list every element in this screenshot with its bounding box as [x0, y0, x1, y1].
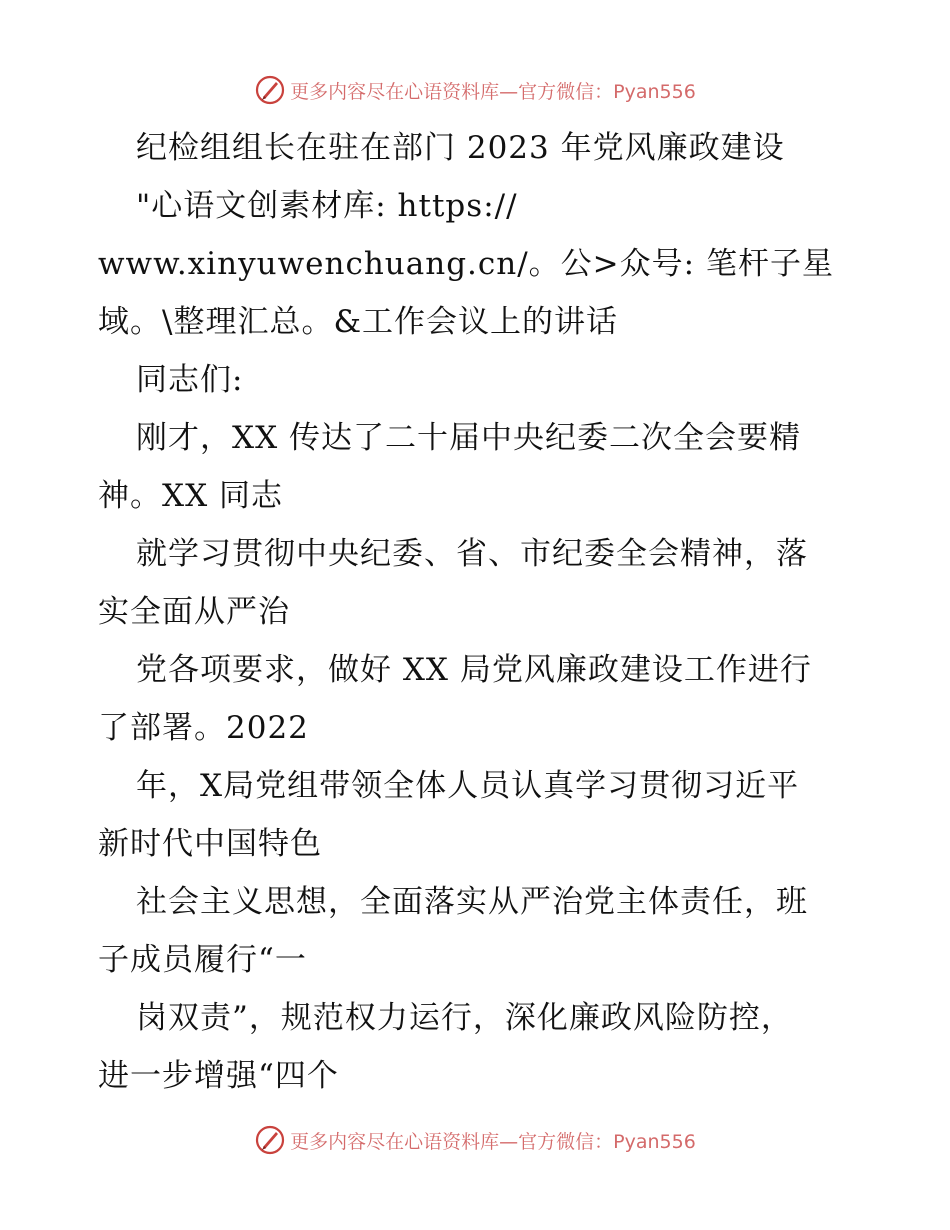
paragraph-line: 神。XX 同志: [98, 478, 283, 514]
paragraph-line: 实全面从严治: [98, 594, 290, 630]
paragraph-line: 社会主义思想，全面落实从严治党主体责任，班: [136, 884, 808, 920]
document-body: [98, 119, 858, 1105]
title-line-3: www.xinyuwenchuang.cn/。公>众号: 笔杆子星: [98, 246, 834, 282]
paragraph-line: 年，X局党组带领全体人员认真学习贯彻习近平: [136, 768, 800, 804]
paragraph-line: 岗双责”，规范权力运行，深化廉政风险防控，: [136, 1000, 793, 1036]
salutation: 同志们:: [136, 362, 244, 398]
header-banner: [0, 70, 950, 110]
quill-logo-icon: [254, 1124, 286, 1156]
paragraph-line: 就学习贯彻中央纪委、省、市纪委全会精神，落: [136, 536, 808, 572]
paragraph-line: 刚才，XX 传达了二十届中央纪委二次全会要精: [136, 420, 801, 456]
paragraph-line: 子成员履行“一: [98, 942, 307, 978]
quill-logo-icon: [254, 74, 286, 106]
title-line-2: "心语文创素材库: https://: [136, 188, 518, 224]
footer-banner: [0, 1120, 950, 1160]
paragraph-line: 进一步增强“四个: [98, 1058, 339, 1094]
paragraph-line: 新时代中国特色: [98, 826, 322, 862]
banner-text: 更多内容尽在心语资料库—官方微信：Pyan556: [290, 1130, 696, 1153]
paragraph-line: 党各项要求，做好 XX 局党风廉政建设工作进行: [136, 652, 812, 688]
title-line-4: 域。\整理汇总。&工作会议上的讲话: [98, 304, 619, 340]
banner-text: 更多内容尽在心语资料库—官方微信：Pyan556: [290, 80, 696, 103]
title-line-1: 纪检组组长在驻在部门 2023 年党风廉政建设: [136, 130, 785, 166]
paragraph-line: 了部署。2022: [98, 710, 309, 746]
